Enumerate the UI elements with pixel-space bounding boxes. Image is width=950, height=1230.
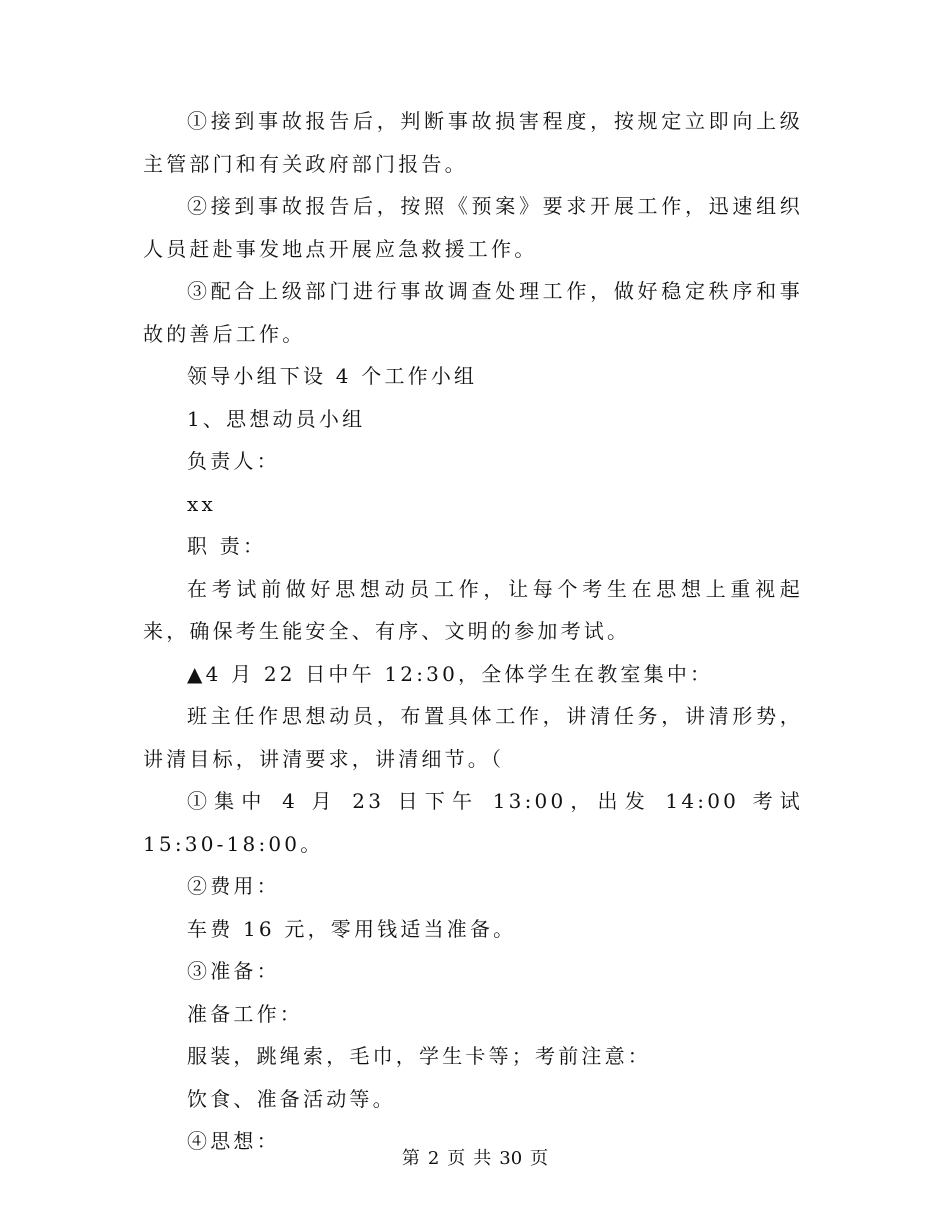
paragraph-6: 负责人：	[187, 449, 280, 473]
paragraph-1: ①接到事故报告后，判断事故损害程度，按规定立即向上级主管部门和有关政府部门报告。	[143, 109, 803, 176]
page-footer	[0, 1145, 950, 1173]
footer-label-page: 第	[401, 1148, 420, 1169]
document-body	[143, 100, 803, 1163]
paragraph-12: ①集中 4 月 23 日下午 13:00，出发 14:00 考试 15:30-18:00。	[143, 789, 803, 856]
paragraph-14: 车费 16 元，零用钱适当准备。	[187, 916, 517, 941]
paragraph-2: ②接到事故报告后，按照《预案》要求开展工作，迅速组织人员赶赴事发地点开展应急救援工作。	[143, 194, 803, 261]
paragraph-8: 职 责：	[187, 534, 267, 558]
footer-label-total: 共	[473, 1148, 492, 1169]
footer-label-end: 页	[530, 1148, 549, 1169]
paragraph-9: 在考试前做好思想动员工作，让每个考生在思想上重视起来，确保考生能安全、有序、文明的参加考试。	[143, 576, 803, 643]
paragraph-5: 1、思想动员小组	[187, 406, 366, 431]
paragraph-10: ▲4 月 22 日中午 12:30，全体学生在教室集中：	[187, 661, 714, 686]
paragraph-13: ②费用：	[187, 874, 280, 898]
paragraph-19: ④思想：	[187, 1129, 280, 1153]
paragraph-7: xx	[187, 491, 216, 516]
footer-label-pages: 页	[447, 1148, 466, 1169]
paragraph-4: 领导小组下设 4 个工作小组	[187, 364, 478, 388]
paragraph-18: 饮食、准备活动等。	[187, 1086, 396, 1111]
footer-total-pages: 30	[499, 1148, 523, 1169]
paragraph-11: 班主任作思想动员，布置具体工作，讲清任务，讲清形势，讲清目标，讲清要求，讲清细节。（	[143, 704, 803, 771]
footer-current-page: 2	[427, 1148, 440, 1169]
paragraph-16: 准备工作：	[187, 1001, 303, 1026]
paragraph-17: 服装，跳绳索，毛巾，学生卡等；考前注意：	[187, 1044, 651, 1068]
paragraph-15: ③准备：	[187, 959, 280, 983]
paragraph-3: ③配合上级部门进行事故调查处理工作，做好稳定秩序和事故的善后工作。	[143, 279, 803, 346]
